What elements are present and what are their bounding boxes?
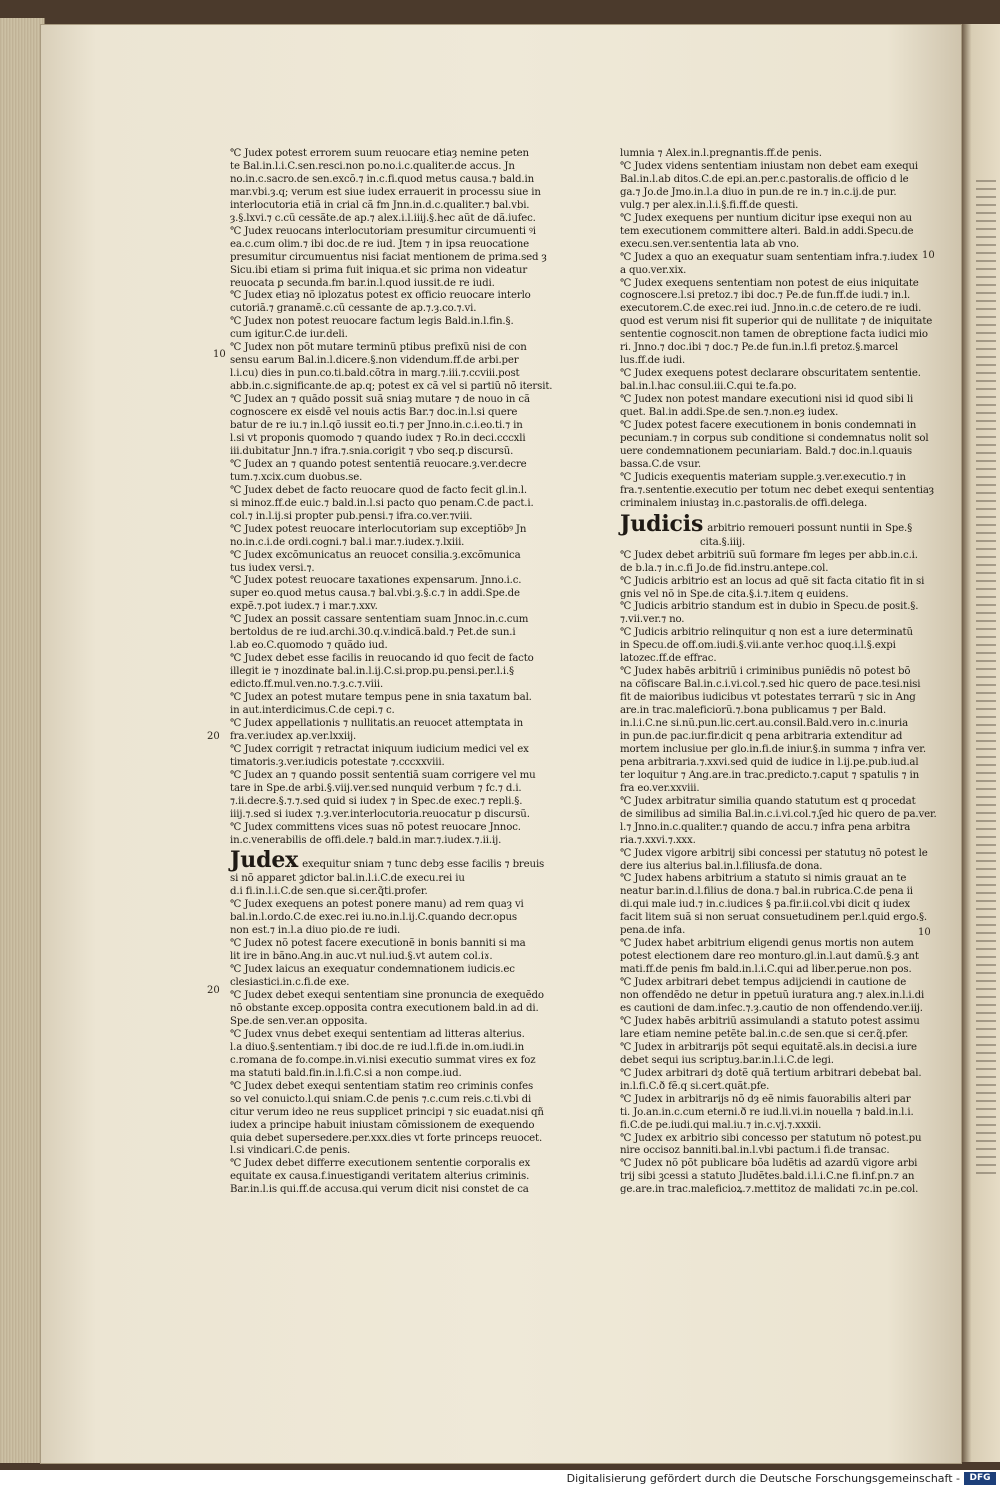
text-line: timatoris.ȝ.ver.iudicis potestate ⁊.cccxxviii. [230,756,445,768]
text-line: si nõ apparet ꝫdictor bal.in.l.i.C.de execu.rei iu [230,873,465,885]
text-line: non offendẽdo ne detur in ppetuũ iuratura ang.⁊ alex.in.l.i.di [620,990,925,1002]
text-line: ℃ Judex an ⁊ quando potest sententiã reuocare.ȝ.ver.decre [230,458,527,470]
text-line: ℃ Judex an ⁊ quando possit sententiã suam corrigere vel mu [230,769,536,781]
text-line: lit ire in bãno.Ang.in auc.vt nul.iud.§.vt autem col.iɤ. [230,951,493,963]
text-line: ℃ Judex potest reuocare interlocutoriam sup exceptiõbꝰ Jn [230,523,527,535]
text-line: te Bal.in.l.i.C.sen.resci.non po.no.i.c.qualiter.de accus. Jn [230,160,515,172]
text-line: fra.ver.iudex ap.ver.lxxiij. [230,730,357,742]
text-line: tum.⁊.xcix.cum duobus.se. [230,471,363,483]
page-stack-edge [0,18,45,1463]
text-line: trij sibi ꝫcessi a statuto Jludẽtes.bald.i.l.i.C.ne fi.inf.pn.⁊ an [620,1171,915,1183]
text-line: in.l.i.C.ne si.nũ.pun.lic.cert.au.consil.Bald.vero in.c.inuria [620,718,909,730]
text-line: ma statuti bald.fin.in.l.fi.C.si a non compe.iud. [230,1067,462,1079]
text-line: ℃ Judex non põt mutare terminũ ptibus prefixũ nisi de con [230,342,527,354]
text-line: ℃ Judex exequens per nuntium dicitur ipse exequi non au [620,212,912,224]
text-line: so vel conuicto.l.qui sniam.C.de penis ⁊.c.cum reis.c.ti.vbi di [230,1093,532,1105]
text-line: l.si vindicari.C.de penis. [230,1145,351,1157]
text-line: si minoz.ff.de euic.⁊ bald.in.l.si pacto quo penam.C.de pact.i. [230,497,534,509]
text-line: no.in.c.i.de ordi.cogni.⁊ bal.i mar.⁊.iudex.⁊.lxiii. [230,536,465,548]
text-line: ℃ Judex habet arbitrium eligendi genus mortis non autem [620,938,914,950]
text-line: sententie cognoscit.non tamen de obreptione facta iudici mio [620,329,928,341]
text-line: mortem inclusiue per glo.in.fi.de iniur.§.in summa ⁊ infra ver. [620,743,926,755]
text-line: ℃ Judex corrigit ⁊ retractat iniquum iudicium medici vel ex [230,743,529,755]
text-line: nõ obstante excep.opposita contra executionem bald.in ad di. [230,1003,539,1014]
text-line: ea.c.cum olim.⁊ ibi doc.de re iud. Jtem ⁊ in ipsa reuocatione [230,238,530,250]
text-line: latozec.ff.de effrac. [620,653,717,665]
text-line: ℃ Judex laicus an exequatur condemnationem iudicis.ec [230,964,515,976]
text-line: in pun.de pac.iur.fir.dicit q pena arbitraria extenditur ad [620,730,903,742]
text-line: ℃ Judex vigore arbitrij sibi concessi per statutuȝ nõ potest le [620,847,928,859]
text-line: pena arbitraria.⁊.xxvi.sed quid de iudice in l.ij.pe.pub.iud.al [620,756,919,768]
text-line: Sicu.ibi etiam si prima fuit iniqua.et sic prima non videatur [230,264,528,276]
text-line: di.qui male iud.⁊ in.c.iudices § pa.fir.ii.col.vbi dicit q iudex [620,899,910,911]
text-line: de similibus ad similia Bal.in.c.i.vi.col.⁊.ʃed hic quero de pa.ver. [620,808,937,820]
text-line: illegit ie ⁊ inozdinate bal.in.l.ij.C.si.prop.pu.pensi.per.l.i.§ [230,666,515,678]
text-line: ℃ Judex exequens sententiam non potest de eius iniquitate [620,277,919,289]
text-line: ℃ Judex nõ potest facere executionẽ in bonis banniti si ma [230,938,526,950]
text-line: edicto.ff.mul.ven.no.⁊.ȝ.c.⁊.viii. [230,679,384,691]
text-line: c.romana de fo.compe.in.vi.nisi executio summat vires ex foz [230,1054,536,1066]
text-line: potest electionem dare reo monturo.gl.in.l.aut damũ.§.ȝ ant [620,951,919,963]
entry-heading-line [230,847,545,874]
text-line: ℃ Judex potest facere executionem in bonis condemnati in [620,420,917,432]
text-line: tare in Spe.de arbi.§.viij.ver.sed nunquid verbum ⁊ fc.⁊ d.i. [230,782,522,794]
text-line: ℃ Judex arbitrari dȝ dotẽ quã tertium arbitrari debebat bal. [620,1067,922,1079]
text-line: nire occisoz banniti.bal.in.l.vbi pactum.i fi.de transac. [620,1145,890,1157]
dfg-logo: DFG [964,1472,996,1485]
facing-page-text-fragment [976,174,996,1174]
text-line: Bar.in.l.is qui.ff.de accusa.qui verum dicit nisi constet de ca [230,1184,529,1196]
text-line: Spe.de sen.ver.an opposita. [230,1015,368,1027]
text-line: na cõfiscare Bal.in.c.i.vi.col.⁊.sed hic quero de pace.tesi.nisi [620,679,921,691]
text-line: ℃ Judex arbitrari debet tempus adijciendi in cautione de [620,977,907,989]
text-line: pecuniam.⁊ in corpus sub conditione si condemnatus nolit sol [620,432,929,444]
text-line: ⁊.vii.ver.⁊ no. [620,614,685,626]
text-line: lare etiam nemine petẽte bal.in.c.de sen.que si cer.q̃.pfer. [620,1028,909,1040]
entry-heading-word: Judicis [620,510,704,537]
text-line: executorem.C.de exec.rei iud. Jnno.in.c.de cetero.de re iudi. [620,303,922,315]
text-line: d.i fi.in.l.i.C.de sen.que si.cer.q̃ti.profer. [230,886,428,898]
text-line: ℃ Judex potest errorem suum reuocare etiaȝ nemine peten [230,148,529,159]
text-line: expẽ.⁊.pot iudex.⁊ i mar.⁊.xxv. [230,601,378,613]
text-line: quia debet supersedere.per.xxx.dies vt forte princeps reuocet. [230,1132,543,1144]
left-text-column [230,148,553,1197]
text-line: in.c.venerabilis de offi.dele.⁊ bald.in mar.⁊.iudex.⁊.ii.ij. [230,834,502,846]
text-line: criminalem iniustaȝ in.c.pastoralis.de offi.delega. [620,497,868,509]
margin-number: 20 [207,985,220,996]
text-line: lus.ff.de iudi. [620,355,686,367]
text-line: non est.⁊ in.l.a diuo pio.de re iudi. [230,925,401,937]
text-line: ℃ Judex in arbitrarijs nõ dȝ eẽ nimis fauorabilis alteri par [620,1093,911,1105]
text-line: ℃ Judex etiaȝ nõ iplozatus potest ex officio reuocare interlo [230,290,531,302]
text-line: bal.in.l.ordo.C.de exec.rei iu.no.in.l.ij.C.quando decr.opus [230,912,517,924]
text-line: a quo.ver.xix. [620,264,687,276]
text-line: ℃ Judex an ⁊ quãdo possit suã sniaȝ mutare ⁊ de nouo in cã [230,394,530,406]
text-line: ℃ Judex debet esse facilis in reuocando id quo fecit de facto [230,653,534,665]
text-line: ℃ Judicis arbitrio est an locus ad quẽ sit facta citatio fit in si [620,575,925,587]
text-line: dere ius alterius bal.in.l.filiusfa.de dona. [620,860,823,872]
text-line: bal.in.l.hac consul.iii.C.qui te.fa.po. [620,381,797,393]
text-line: sensu earum Bal.in.l.dicere.§.non videndum.ff.de arbi.per [230,355,519,367]
text-line: de b.la.⁊ in.c.fi Jo.de fid.instru.antepe.col. [620,562,829,574]
text-line: ℃ Judex debet exequi sententiam sine pronuncia de exequẽdo [230,990,544,1002]
text-line: presumitur circumuentus nisi faciat mentionem de prima.sed ȝ [230,251,547,263]
text-line: ℃ Judex non potest reuocare factum legis Bald.in.l.fin.§. [230,316,514,328]
margin-number: 10 [922,250,935,261]
text-line: in Specu.de off.om.iudi.§.vii.ante ver.hoc quoq.i.l.§.expi [620,640,896,652]
text-line: cognoscere ex eisdẽ vel nouis actis Bar.⁊ doc.in.l.si quere [230,407,518,419]
text-line: pena.de infa. [620,925,686,937]
text-line: ℃ Judex debet exequi sententiam statim reo criminis confes [230,1080,534,1092]
text-line: ℃ Judex habẽs arbitriũ i criminibus puniẽdis nõ potest bõ [620,666,911,678]
text-line: ℃ Judex appellationis ⁊ nullitatis.an reuocet attemptata in [230,717,524,729]
text-line: ℃ Judex debet differre executionem sententie corporalis ex [230,1158,531,1170]
text-line: col.⁊ in.l.ij.si propter pub.pensi.⁊ ifra.co.ver.⁊viii. [230,510,473,522]
text-line: ℃ Judex an potest mutare tempus pene in snia taxatum bal. [230,692,532,704]
text-line: fi.C.de pe.iudi.qui mal.iu.⁊ in.c.vj.⁊.xxxii. [620,1119,822,1131]
text-line: ter loquitur ⁊ Ang.are.in trac.predicto.⁊.caput ⁊ spatulis ⁊ in [620,769,920,781]
text-line: lumnia ⁊ Alex.in.l.pregnantis.ff.de penis. [620,148,822,159]
text-line: ℃ Judex exequens potest declarare obscuritatem sententie. [620,368,921,380]
text-line: iudex a principe habuit iniustam cõmissionem de exequendo [230,1119,535,1131]
text-line: facit litem suã si non seruat consuetudinem per.l.quid ergo.§. [620,912,928,924]
margin-number: 10 [918,927,931,938]
text-line: equitate ex causa.f.inuestigandi veritatem alterius criminis. [230,1171,530,1183]
entry-heading-text: arbitrio remoueri possunt nuntii in Spe.§ [707,522,913,534]
text-line: neatur bar.in.d.l.filius de dona.⁊ bal.in rubrica.C.de pena ii [620,886,913,898]
text-line: ge.are.in trac.maleficioꝝ.⁊.mettitoz de malidati ⁊c.in pe.col. [620,1184,919,1196]
entry-heading-word: Judex [230,847,299,874]
text-line: tem executionem committere alteri. Bald.in addi.Specu.de [620,225,914,237]
text-line: Bal.in.l.ab ditos.C.de epi.an.per.c.pastoralis.de officio d le [620,173,909,185]
text-line: uere condemnationem pecuniariam. Bald.⁊ doc.in.l.quauis [620,445,912,457]
text-line: iiij.⁊.sed si iudex ⁊.ȝ.ver.interlocutoria.reuocatur p discursũ. [230,808,530,820]
margin-number: 20 [207,731,220,742]
text-line: cutoriã.⁊ granamẽ.c.cũ cessante de ap.⁊.ȝ.co.⁊.vi. [230,303,477,315]
text-line: ℃ Judex nõ põt publicare bõa ludẽtis ad azardũ vigore arbi [620,1158,918,1170]
text-line: ti. Jo.an.in.c.cum eterni.ð re iud.li.vi.in nouella ⁊ bald.in.l.i. [620,1106,914,1118]
text-line: mati.ff.de penis fm bald.in.l.i.C.qui ad liber.perue.non pos. [620,964,912,976]
text-line: fra eo.ver.xxviii. [620,782,700,794]
text-line: ℃ Judex debet de facto reuocare quod de facto fecit gl.in.l. [230,484,528,496]
facing-page-edge [962,24,1000,1462]
text-line: ℃ Judex debet arbitriũ suũ formare fm leges per abb.in.c.i. [620,549,918,561]
text-line: quod est verum nisi fit superior qui de nullitate ⁊ de iniquitate [620,316,933,328]
text-line: vulg.⁊ per alex.in.l.i.§.fi.ff.de questi. [620,199,799,211]
text-line: ℃ Judex non potest mandare executioni nisi id quod sibi li [620,394,914,406]
text-line: ℃ Judex habẽs arbitriũ assimulandi a statuto potest assimu [620,1015,920,1027]
text-line: ℃ Judex vnus debet exequi sententiam ad litteras alterius. [230,1028,525,1040]
text-line: tus iudex versi.⁊. [230,562,315,574]
text-line: ℃ Judex habens arbitrium a statuto si nimis grauat an te [620,873,907,885]
text-line: abb.in.c.significante.de ap.q; potest ex cã vel si partiũ nõ itersit. [230,381,553,393]
text-line: ℃ Judex exequens an potest ponere manu) ad rem quaȝ vi [230,899,524,911]
entry-heading-line [620,511,920,537]
text-line: bertoldus de re iud.archi.30.q.v.indicã.bald.⁊ Pet.de sun.i [230,627,516,639]
text-line: batur de re iu.⁊ in.l.qõ iussit eo.ti.⁊ per Jnno.in.c.i.eo.ti.⁊ in [230,420,523,432]
text-line: iii.dubitatur Jnn.⁊ ifra.⁊.snia.corigit ⁊ vbo seq.p discursũ. [230,445,514,457]
text-line: no.in.c.sacro.de sen.excõ.⁊ in.c.fi.quod metus causa.⁊ bald.in [230,173,535,185]
text-line: in aut.interdicimus.C.de cepi.⁊ c. [230,704,395,716]
text-line: ℃ Judex ex arbitrio sibi concesso per statutum nõ potest.pu [620,1132,922,1144]
text-line: ℃ Judex excõmunicatus an reuocet consilia.ȝ.excõmunica [230,549,521,561]
text-line: ℃ Judex arbitratur similia quando statutum est q procedat [620,795,916,807]
text-line: cognoscere.l.si pretoz.⁊ ibi doc.⁊ Pe.de fun.ff.de iudi.⁊ in.l. [620,290,911,302]
text-line: ria.⁊.xxvi.⁊.xxx. [620,834,696,846]
text-line: ℃ Judex potest reuocare taxationes expensarum. Jnno.i.c. [230,575,522,587]
text-line: l.a diuo.§.sententiam.⁊ ibi doc.de re iud.l.fi.de in.om.iudi.in [230,1041,525,1053]
text-line: ℃ Judicis arbitrio relinquitur q non est a iure determinatũ [620,627,913,639]
entry-heading-text: exequitur sniam ⁊ tunc debȝ esse facilis ⁊ breuis [302,859,545,871]
text-line: debet sequi ius scriptuȝ.bar.in.l.i.C.de legi. [620,1054,834,1066]
text-line: cum igitur.C.de iur.deli. [230,329,348,341]
text-line: gnis vel nõ in Spe.de cita.§.i.⁊.item q euidens. [620,588,849,600]
text-line: super eo.quod metus causa.⁊ bal.vbi.ȝ.§.c.⁊ in addi.Spe.de [230,588,520,600]
text-line: mar.vbi.ȝ.q; verum est siue iudex errauerit in processu siue in [230,186,541,198]
text-line: ℃ Judex in arbitrarijs põt sequi equitatẽ.als.in decisi.a iure [620,1041,917,1053]
text-line: in.l.fi.C.ð fẽ.q si.cert.quãt.pfe. [620,1080,770,1092]
text-line: l.ab eo.C.quomodo ⁊ quãdo iud. [230,640,388,652]
text-line: ri. Jnno.⁊ doc.ibi ⁊ doc.⁊ Pe.de fun.in.l.fi pretoz.§.marcel [620,342,898,354]
text-line: es cautioni de dam.infec.⁊.ȝ.cautio de non offendendo.ver.iij. [620,1003,923,1014]
margin-number: 10 [213,349,226,360]
text-line: l.si vt proponis quomodo ⁊ quando iudex ⁊ Ro.in deci.cccxli [230,432,526,444]
text-line: ℃ Judex an possit cassare sententiam suam Jnnoc.in.c.cum [230,614,529,626]
text-line: l.⁊ Jnno.in.c.qualiter.⁊ quando de accu.⁊ infra pena arbitra [620,821,911,833]
text-line: clesiastici.in.c.fi.de exe. [230,977,350,989]
text-line: quet. Bal.in addi.Spe.de sen.⁊.non.eȝ iudex. [620,407,839,419]
footer-credit-text: Digitalisierung gefördert durch die Deutsche Forschungsgemeinschaft - [566,1472,960,1485]
text-line: ℃ Judex a quo an exequatur suam sententiam infra.⁊.iudex [620,251,918,263]
text-line: ℃ Judex committens vices suas nõ potest reuocare Jnnoc. [230,821,521,833]
text-line: bassa.C.de vsur. [620,458,701,470]
text-line: ga.⁊ Jo.de Jmo.in.l.a diuo in pun.de re in.⁊ in.c.ij.de pur. [620,186,897,198]
text-line: l.i.cu) dies in pun.co.ti.bald.cõtra in marg.⁊.iii.⁊.ccviii.post [230,368,520,380]
text-line: interlocutoria etiã in crial cã fm Jnn.in.d.c.qualiter.⁊ bal.vbi. [230,199,530,211]
text-line: ȝ.§.lxvi.⁊ c.cũ cessãte.de ap.⁊ alex.i.l.iiij.§.hec aũt de dã.iufec. [230,212,536,224]
text-line: fra.⁊.sententie.executio per totum nec debet exequi sententiaȝ [620,484,934,496]
text-line: ℃ Judex reuocans interlocutoriam presumitur circumuenti ꝰi [230,225,536,237]
text-line: ⁊.ii.decre.§.⁊.⁊.sed quid si iudex ⁊ in Spec.de exec.⁊ repli.§. [230,795,523,807]
text-line: ℃ Judex videns sententiam iniustam non debet eam exequi [620,160,918,172]
text-line: ℃ Judicis arbitrio standum est in dubio in Specu.de posit.§. [620,601,919,613]
text-line: reuocata ꝑ secunda.fm bar.in.l.quod iussit.de re iudi. [230,277,495,289]
text-line: citur verum ideo ne reus supplicet principi ⁊ sic euadat.nisi qñ [230,1106,544,1118]
digitization-footer [0,1470,1000,1488]
text-line: ℃ Judicis exequentis materiam supple.ȝ.ver.executio.⁊ in [620,471,906,483]
text-line: cita.§.iiij. [700,536,746,548]
text-line: fit de maioribus iudicibus vt potestates terrarũ ⁊ sic in Ang [620,692,916,704]
text-line: are.in trac.maleficiorũ.⁊.bona publicamus ⁊ per Bald. [620,705,887,717]
text-line: execu.sen.ver.sententia lata ab vno. [620,238,799,250]
